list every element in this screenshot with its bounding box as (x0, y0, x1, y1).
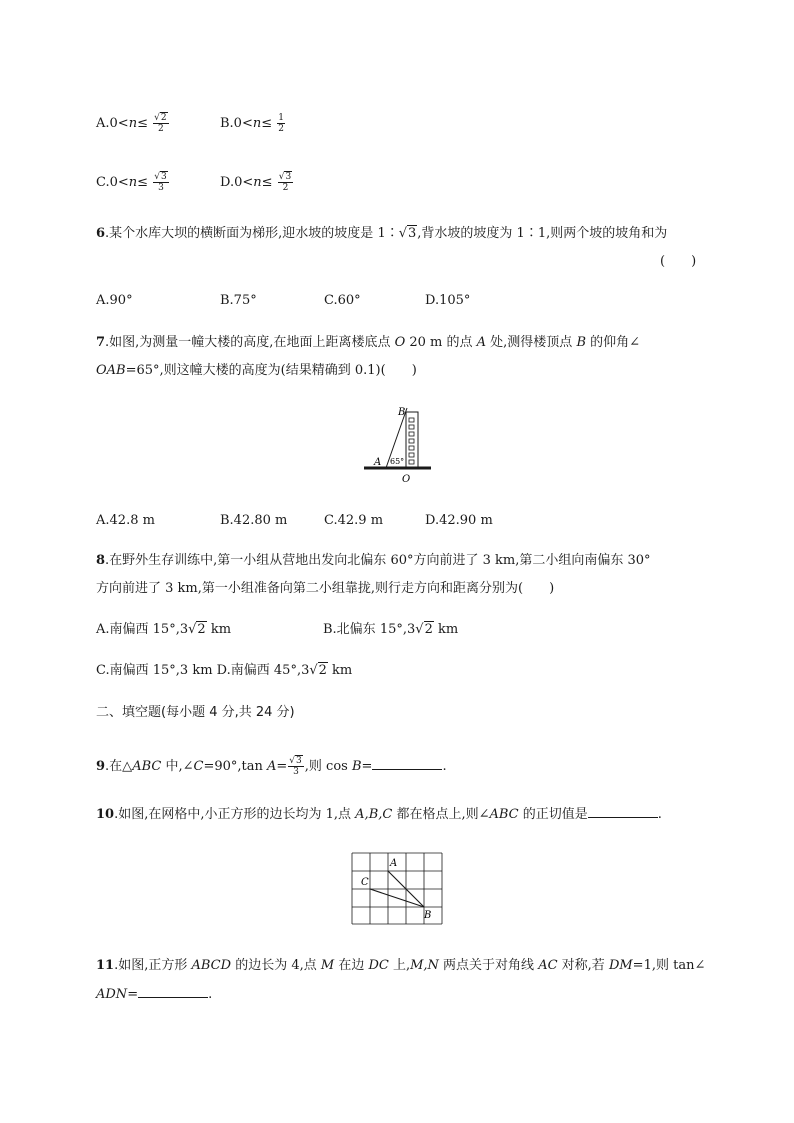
q5-option-a: A.0<n≤ $\frac{√2}{2}$ (96, 113, 167, 134)
q7-figure (360, 404, 436, 486)
q10-grid-figure (350, 852, 444, 926)
q7-label-angle: 65° (390, 457, 405, 466)
q10-label-b: B (424, 910, 432, 921)
q9-stem: 9.在△ABC 中,∠C=90°,tan A= $\frac{√3}{3}$ ,则 cos B= . (96, 756, 447, 777)
q11-answer-blank[interactable] (138, 985, 208, 998)
q5-option-b: B.0<n≤ $\frac{1}{2}$ (220, 113, 285, 134)
q5-option-d: D.0<n≤ $\frac{√3}{2}$ (220, 172, 292, 193)
q11-stem-line1: 11.如图,正方形 ABCD 的边长为 4,点 M 在边 DC 上,M,N 两点关于对角线 AC 对称,若 DM=1,则 tan∠ (96, 958, 706, 973)
q8-stem-line2: 方向前进了 3 km,第一小组准备向第二小组靠拢,则行走方向和距离分别为( ) (96, 581, 555, 596)
q7-option-d: D.42.90 m (425, 513, 493, 528)
q6-option-a: A.90° (96, 293, 133, 308)
q10-answer-blank[interactable] (588, 805, 658, 818)
section-fill-in-heading: 二、填空题(每小题 4 分,共 24 分) (96, 705, 295, 720)
q7-label-o: O (402, 474, 411, 485)
q7-stem-line2: OAB=65°,则这幢大楼的高度为(结果精确到 0.1)( ) (96, 363, 417, 378)
q11-stem-line2: ADN= . (96, 987, 213, 1002)
q6-stem: 6.某个水库大坝的横断面为梯形,迎水坡的坡度是 1∶√3,背水坡的坡度为 1∶1,则两个坡的坡角和为 (96, 226, 668, 241)
q8-option-cd: C.南偏西 15°,3 km D.南偏西 45°,3√2 km (96, 663, 353, 678)
q10-label-a: A (390, 858, 398, 869)
q7-option-a: A.42.8 m (96, 513, 155, 528)
q8-option-b: B.北偏东 15°,3√2 km (323, 622, 459, 637)
q10-stem: 10.如图,在网格中,小正方形的边长均为 1,点 A,B,C 都在格点上,则∠ABC 的正切值是 . (96, 807, 662, 822)
q10-label-c: C (361, 877, 369, 888)
q7-option-c: C.42.9 m (324, 513, 384, 528)
q8-option-a: A.南偏西 15°,3√2 km (96, 622, 232, 637)
q6-option-b: B.75° (220, 293, 257, 308)
q9-answer-blank[interactable] (372, 757, 442, 770)
q6-answer-paren: ( ) (660, 254, 697, 269)
q8-stem-line1: 8.在野外生存训练中,第一小组从营地出发向北偏东 60°方向前进了 3 km,第二小组向南偏东 30° (96, 553, 651, 568)
q5-option-c: C.0<n≤ $\frac{√3}{3}$ (96, 172, 167, 193)
q7-stem-line1: 7.如图,为测量一幢大楼的高度,在地面上距离楼底点 O 20 m 的点 A 处,测得楼顶点 B 的仰角∠ (96, 335, 641, 350)
q6-option-d: D.105° (425, 293, 471, 308)
q7-label-a: A (374, 457, 382, 468)
q7-label-b: B (398, 407, 406, 418)
q7-option-b: B.42.80 m (220, 513, 288, 528)
q6-option-c: C.60° (324, 293, 361, 308)
